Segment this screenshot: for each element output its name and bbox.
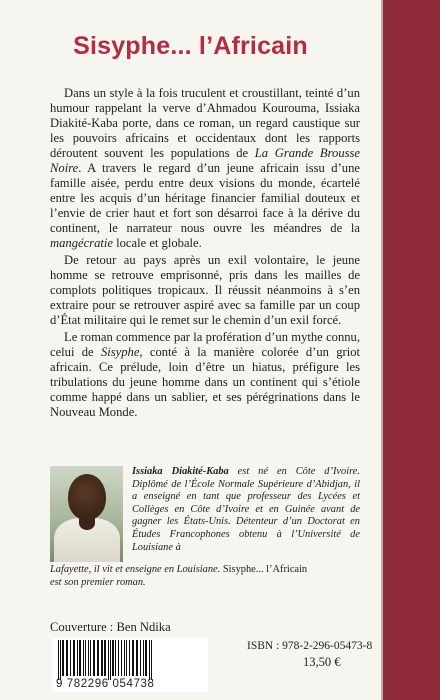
blurb-paragraph: De retour au pays après un exil volontaire, le jeune homme se retrouve emprisonné, pris dans les mailles de complots politiques tropicaux. Il réussit néanmoins à s’en extraire pour se retrouver aspiré avec sa famille par un coup d’État militaire qui le remet sur le chemin d’un exil forcé. bbox=[50, 253, 360, 327]
blurb-paragraph: Le roman commence par la profération d’un mythe connu, celui de Sisyphe, conté à la manière colorée d’un griot africain. Ce prélude, loin d’être un hiatus, préfigure les tribulations du jeune homme dans un continent qui s’étiole comme happé dans un sablier, et ses pérégrinations dans le Nouveau Monde. bbox=[50, 330, 360, 419]
spine-band bbox=[383, 0, 440, 700]
isbn: ISBN : 978-2-296-05473-8 bbox=[247, 640, 373, 652]
bio-book-title: Sisyphe... l’Africain bbox=[222, 564, 308, 575]
back-cover-blurb bbox=[50, 86, 360, 420]
spine-edge bbox=[381, 0, 383, 700]
author-bio-continued: Lafayette, il vit et enseigne en Louisiane. Sisyphe... l’Africain est son premier roman. bbox=[50, 564, 308, 588]
cover-credit: Couverture : Ben Ndika bbox=[50, 620, 171, 634]
barcode-digits: 9 782296 054738 bbox=[56, 678, 155, 690]
blurb-paragraph: Dans un style à la fois truculent et croustillant, teinté d’un humour rappelant la verve d’Ahmadou Kourouma, Issiaka Diakité-Kaba porte, dans ce roman, un regard caustique sur les pouvoirs africains et occidentaux dont les rapports déroutent souvent les populations de La Grande Brousse Noire. A travers le regard d’un jeune africain issu d’une famille aisée, perdu entre deux visions du monde, écartelé entre les acquis d’un héritage financier familial douteux et l’envie de crier haut et fort son désarroi face à la dérive du continent, le narrateur nous ouvre les méandres de la mangécratie locale et globale. bbox=[50, 86, 361, 250]
price: 13,50 € bbox=[303, 655, 341, 669]
author-section bbox=[50, 466, 360, 586]
author-photo bbox=[50, 466, 123, 562]
book-title: Sisyphe... l’Africain bbox=[73, 32, 308, 60]
author-bio bbox=[132, 466, 360, 554]
author-bio-text: est né en Côte d’Ivoire. Diplômé de l’École Normale Supérieure d’Abidjan, il a enseigné en tant que professeur des Lycées et Collèges en Côte d’Ivoire et en Guinée avant de gagner les États-Unis. Détenteur d’un Doctorat en Études Francophones obtenu à l’Université de Louisiane à bbox=[132, 466, 360, 553]
barcode bbox=[52, 638, 208, 692]
barcode-bars bbox=[58, 640, 202, 680]
author-name: Issiaka Diakité-Kaba bbox=[132, 466, 229, 477]
